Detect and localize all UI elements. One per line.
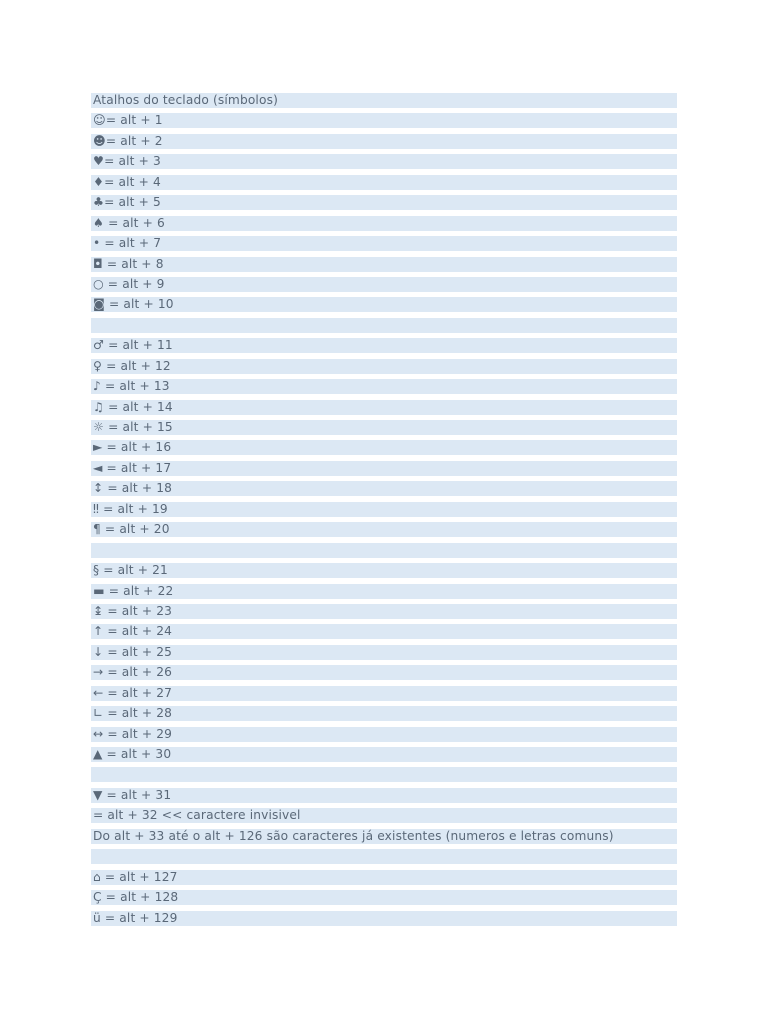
table-row: ⌂ = alt + 127: [91, 870, 677, 885]
table-row: ∟ = alt + 28: [91, 706, 677, 721]
table-row: ♠ = alt + 6: [91, 216, 677, 231]
table-row: ♀ = alt + 12: [91, 359, 677, 374]
table-row: ← = alt + 27: [91, 686, 677, 701]
table-row-empty: [91, 543, 677, 558]
table-row-empty: [91, 318, 677, 333]
table-row: ♫ = alt + 14: [91, 400, 677, 415]
table-row: Ç = alt + 128: [91, 890, 677, 905]
table-row: ↕ = alt + 18: [91, 481, 677, 496]
table-row: ☻= alt + 2: [91, 134, 677, 149]
table-row: ▲ = alt + 30: [91, 747, 677, 762]
table-row: ↨ = alt + 23: [91, 604, 677, 619]
table-row: ↓ = alt + 25: [91, 645, 677, 660]
table-row: ♂ = alt + 11: [91, 338, 677, 353]
table-row: ↔ = alt + 29: [91, 727, 677, 742]
table-row: ► = alt + 16: [91, 440, 677, 455]
table-row: ♦= alt + 4: [91, 175, 677, 190]
table-row: → = alt + 26: [91, 665, 677, 680]
table-row: ‼ = alt + 19: [91, 502, 677, 517]
table-row: ◙ = alt + 10: [91, 297, 677, 312]
table-row: ◘ = alt + 8: [91, 257, 677, 272]
table-row: • = alt + 7: [91, 236, 677, 251]
table-row: ü = alt + 129: [91, 911, 677, 926]
table-row: ♣= alt + 5: [91, 195, 677, 210]
table-row: ♪ = alt + 13: [91, 379, 677, 394]
table-row: ♥= alt + 3: [91, 154, 677, 169]
table-row: ◄ = alt + 17: [91, 461, 677, 476]
table-row: ☼ = alt + 15: [91, 420, 677, 435]
table-title: Atalhos do teclado (símbolos): [91, 93, 677, 108]
table-row-empty: [91, 849, 677, 864]
table-row: ↑ = alt + 24: [91, 624, 677, 639]
table-row: ▬ = alt + 22: [91, 584, 677, 599]
table-row: ☺= alt + 1: [91, 113, 677, 128]
table-row: ¶ = alt + 20: [91, 522, 677, 537]
table-row: = alt + 32 << caractere invisivel: [91, 808, 677, 823]
shortcut-table: [91, 93, 677, 931]
table-row-empty: [91, 767, 677, 782]
table-row: Do alt + 33 até o alt + 126 são caracteres já existentes (numeros e letras comuns): [91, 829, 677, 844]
table-row: ○ = alt + 9: [91, 277, 677, 292]
table-row: ▼ = alt + 31: [91, 788, 677, 803]
table-row: § = alt + 21: [91, 563, 677, 578]
